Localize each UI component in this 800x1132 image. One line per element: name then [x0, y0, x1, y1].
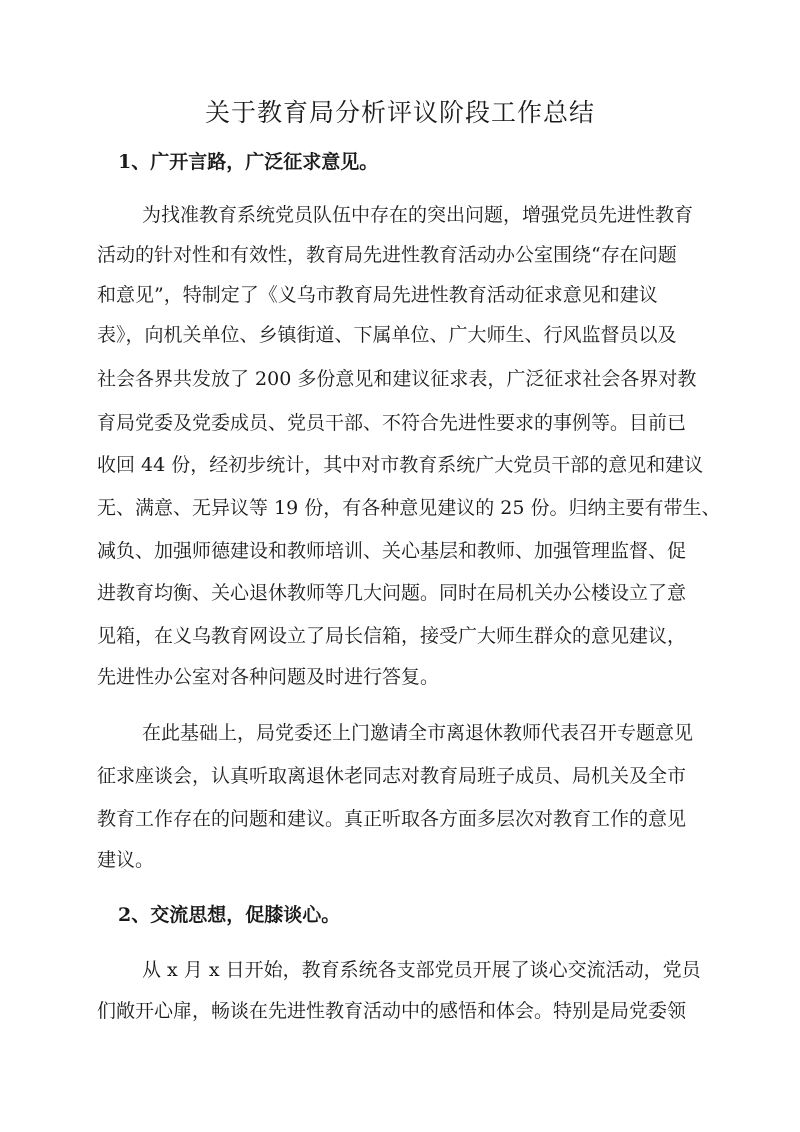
paragraph-line: 教育工作存在的问题和建议。真正听取各方面多层次对教育工作的意见: [97, 808, 687, 830]
paragraph-line: 无、满意、无异议等 19 份，有各种意见建议的 25 份。归纳主要有带生、: [97, 497, 721, 519]
paragraph-line: 建议。: [97, 849, 155, 871]
paragraph-line: 收回 44 份，经初步统计，其中对市教育系统广大党员干部的意见和建议: [97, 454, 704, 476]
section-1-heading: 1、广开言路，广泛征求意见。: [118, 151, 379, 173]
paragraph-line: 见箱，在义乌教育网设立了局长信箱，接受广大师生群众的意见建议，: [97, 625, 687, 647]
paragraph-line: 为找准教育系统党员队伍中存在的突出问题，增强党员先进性教育: [142, 204, 694, 226]
paragraph-line: 从 x 月 x 日开始，教育系统各支部党员开展了谈心交流活动，党员: [142, 959, 701, 981]
paragraph-line: 活动的针对性和有效性，教育局先进性教育活动办公室围绕“存在问题: [97, 244, 677, 266]
paragraph-line: 进教育均衡、关心退休教师等几大问题。同时在局机关办公楼设立了意: [97, 582, 687, 604]
paragraph-line: 们敞开心扉，畅谈在先进性教育活动中的感悟和体会。特别是局党委领: [97, 1000, 687, 1022]
paragraph-line: 育局党委及党委成员、党员干部、不符合先进性要求的事例等。目前已: [97, 412, 687, 434]
paragraph-line: 社会各界共发放了 200 多份意见和建议征求表，广泛征求社会各界对教: [97, 368, 697, 390]
paragraph-line: 减负、加强师德建设和教师培训、关心基层和教师、加强管理监督、促: [97, 540, 687, 562]
paragraph-line: 征求座谈会，认真听取离退休老同志对教育局班子成员、局机关及全市: [97, 765, 687, 787]
document-title: 关于教育局分析评议阶段工作总结: [204, 98, 595, 127]
paragraph-line: 先进性办公室对各种问题及时进行答复。: [97, 666, 440, 688]
section-2-heading: 2、交流思想，促膝谈心。: [118, 904, 341, 926]
paragraph-line: 和意见”，特制定了《义乌市教育局先进性教育活动征求意见和建议: [97, 284, 658, 306]
paragraph-line: 在此基础上，局党委还上门邀请全市离退休教师代表召开专题意见: [142, 722, 694, 744]
paragraph-line: 表》，向机关单位、乡镇街道、下属单位、广大师生、行风监督员以及: [97, 324, 677, 346]
